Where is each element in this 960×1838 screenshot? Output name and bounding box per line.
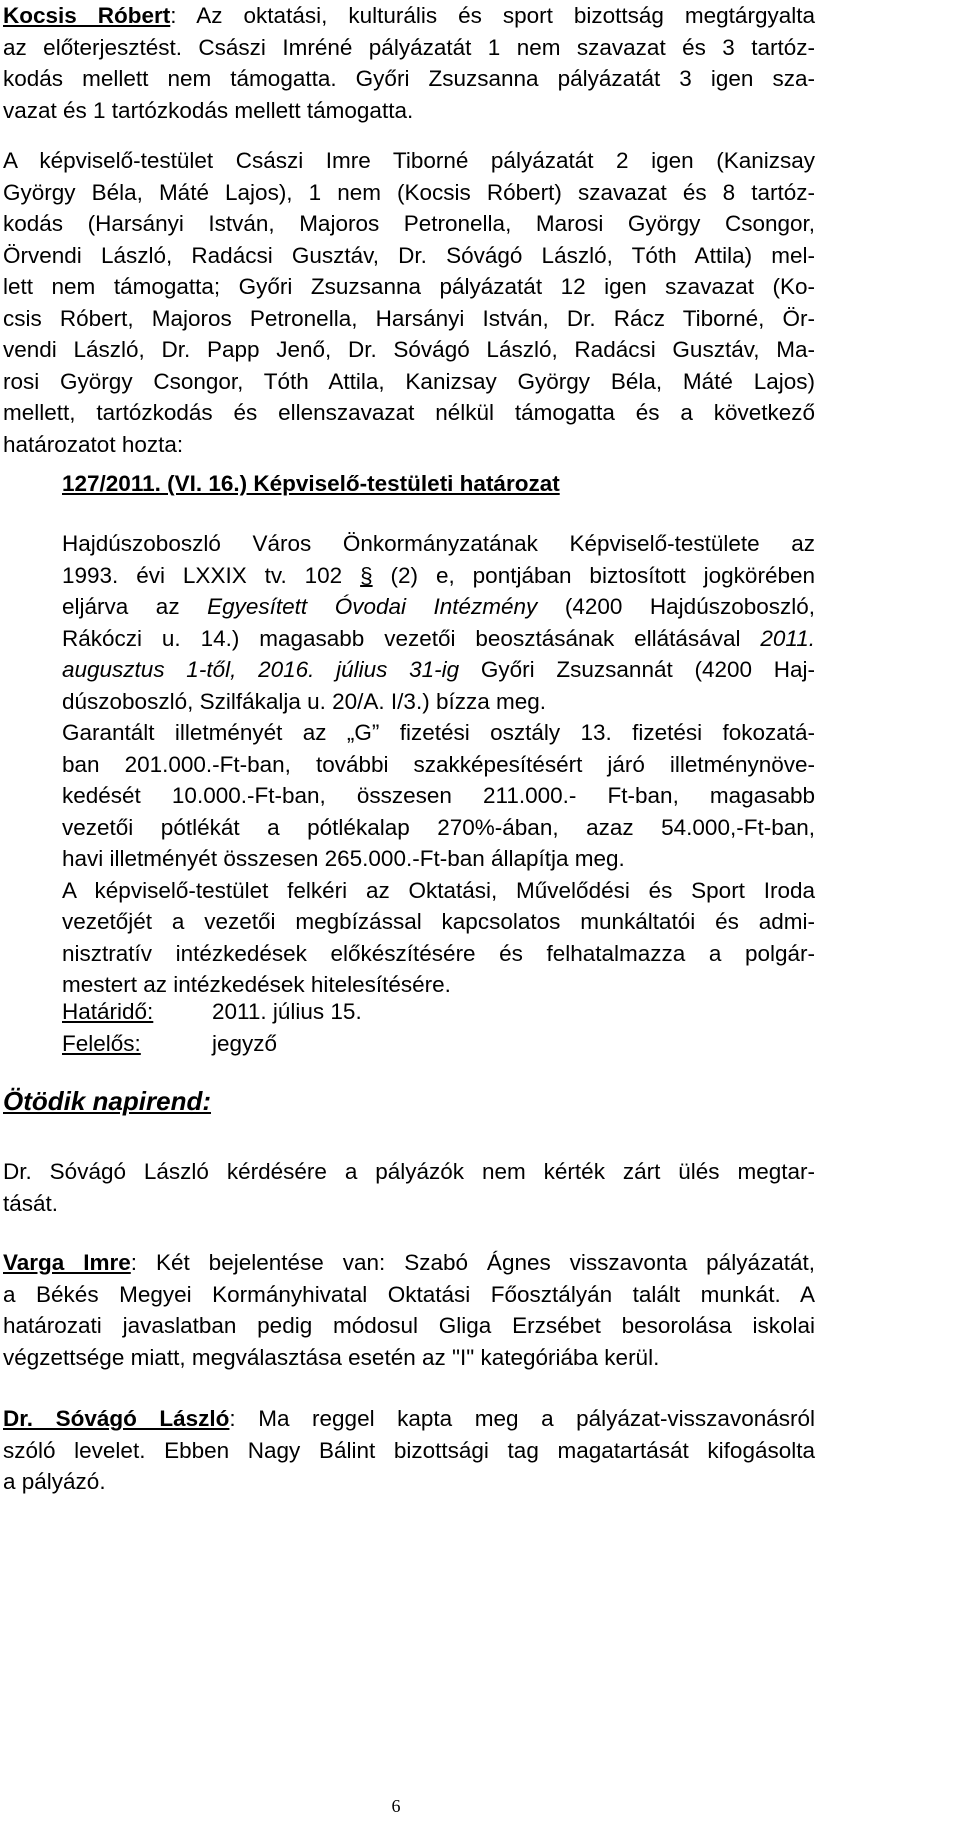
text-line: augusztus 1-től, 2016. július 31-ig Győri Zsuzsannát (4200 Haj- bbox=[62, 657, 815, 682]
text-line: havi illetményét összesen 265.000.-Ft-ban állapítja meg. bbox=[62, 846, 625, 871]
resolution-body bbox=[62, 528, 815, 1001]
text-line: vezetőjét a vezetői megbízással kapcsolatos munkáltatói és admi- bbox=[62, 909, 815, 934]
text-line: György Béla, Máté Lajos), 1 nem (Kocsis Róbert) szavazat és 8 tartóz- bbox=[3, 179, 815, 205]
text-line: vendi László, Dr. Papp Jenő, Dr. Sóvágó László, Radácsi Gusztáv, Ma- bbox=[3, 337, 815, 362]
text-line: tását. bbox=[3, 1190, 59, 1216]
text-line: vezetői pótlékát a pótlékalap 270%-ában, azaz 54.000,-Ft-ban, bbox=[62, 814, 815, 840]
text-line: az előterjesztést. Császi Imréné pályázatát 1 nem szavazat és 3 tartóz- bbox=[3, 34, 815, 60]
responsible-line: Felelős: jegyző bbox=[62, 1030, 278, 1056]
text-line: mestert az intézkedések hitelesítésére. bbox=[62, 972, 451, 997]
resolution-title: 127/2011. (VI. 16.) Képviselő-testületi határozat bbox=[62, 471, 560, 496]
text-line: kodás mellett nem támogatta. Győri Zsuzsanna pályázatát 3 igen sza- bbox=[3, 66, 815, 91]
paragraph-sovago bbox=[3, 1403, 815, 1498]
paragraph-vote bbox=[3, 145, 815, 460]
paragraph-kocsis bbox=[3, 0, 815, 126]
speaker-name: Kocsis Róbert bbox=[3, 3, 171, 28]
text-line: a pályázó. bbox=[3, 1469, 106, 1494]
text-line: Dr. Sóvágó László: Ma reggel kapta meg a pályázat-visszavonásról bbox=[3, 1406, 815, 1431]
deadline-line: Határidő: 2011. július 15. bbox=[62, 999, 362, 1024]
text-line: végzettsége miatt, megválasztása esetén az "I" kategóriába kerül. bbox=[3, 1344, 660, 1370]
text-line: dúszoboszló, Szilfákalja u. 20/A. I/3.) bízza meg. bbox=[62, 688, 546, 714]
text-line: csis Róbert, Majoros Petronella, Harsányi István, Dr. Rácz Tiborné, Ör- bbox=[3, 305, 815, 331]
text-line: nisztratív intézkedések előkészítésére és felhatalmazza a polgár- bbox=[62, 940, 815, 966]
text-line: Örvendi László, Radácsi Gusztáv, Dr. Sóvágó László, Tóth Attila) mel- bbox=[3, 242, 815, 268]
text-line: Varga Imre: Két bejelentése van: Szabó Ágnes visszavonta pályázatát, bbox=[3, 1250, 815, 1275]
text-line: Rákóczi u. 14.) magasabb vezetői beosztásának ellátásával 2011. bbox=[62, 625, 815, 651]
text-line: szóló levelet. Ebben Nagy Bálint bizottsági tag magatartását kifogásolta bbox=[3, 1437, 815, 1463]
text-line: 1993. évi LXXIX tv. 102 § (2) e, pontjában biztosított jogkörében bbox=[62, 562, 815, 588]
text-line: Garantált illetményét az „G” fizetési osztály 13. fizetési fokozatá- bbox=[62, 720, 815, 745]
text-line: vazat és 1 tartózkodás mellett támogatta. bbox=[3, 97, 414, 123]
text-line: rosi György Csongor, Tóth Attila, Kanizsay György Béla, Máté Lajos) bbox=[3, 368, 815, 394]
text-line: Dr. Sóvágó László kérdésére a pályázók nem kérték zárt ülés megtar- bbox=[3, 1159, 815, 1184]
section-heading: Ötödik napirend: bbox=[3, 1086, 211, 1116]
paragraph-varga bbox=[3, 1247, 815, 1373]
text-line: A képviselő-testület felkéri az Oktatási, Művelődési és Sport Iroda bbox=[62, 877, 815, 903]
text-line: kodás (Harsányi István, Majoros Petronella, Marosi György Csongor, bbox=[3, 211, 815, 236]
text-line: a Békés Megyei Kormányhivatal Oktatási Főosztályán talált munkát. A bbox=[3, 1281, 815, 1307]
text-line: A képviselő-testület Császi Imre Tiborné pályázatát 2 igen (Kanizsay bbox=[3, 148, 815, 173]
text-line: lett nem támogatta; Győri Zsuzsanna pályázatát 12 igen szavazat (Ko- bbox=[3, 274, 815, 299]
page-number: 6 bbox=[391, 1796, 401, 1816]
resolution-meta bbox=[62, 996, 815, 1059]
text-line: Kocsis Róbert: Az oktatási, kulturális és sport bizottság megtárgyalta bbox=[3, 3, 815, 28]
text-line: határozatot hozta: bbox=[3, 431, 184, 457]
text-line: ban 201.000.-Ft-ban, további szakképesítésért járó illetménynöve- bbox=[62, 751, 815, 777]
text-line: Hajdúszoboszló Város Önkormányzatának Képviselő-testülete az bbox=[62, 531, 815, 556]
paragraph-sovago-question bbox=[3, 1156, 815, 1219]
speaker-name: Varga Imre bbox=[3, 1250, 131, 1275]
text-line: eljárva az Egyesített Óvodai Intézmény (4200 Hajdúszoboszló, bbox=[62, 594, 816, 619]
speaker-name: Dr. Sóvágó László bbox=[3, 1406, 230, 1431]
text-line: kedését 10.000.-Ft-ban, összesen 211.000.- Ft-ban, magasabb bbox=[62, 783, 815, 808]
text-line: mellett, tartózkodás és ellenszavazat nélkül támogatta és a következő bbox=[3, 400, 815, 425]
text-line: határozati javaslatban pedig módosul Gliga Erzsébet besorolása iskolai bbox=[3, 1313, 815, 1338]
